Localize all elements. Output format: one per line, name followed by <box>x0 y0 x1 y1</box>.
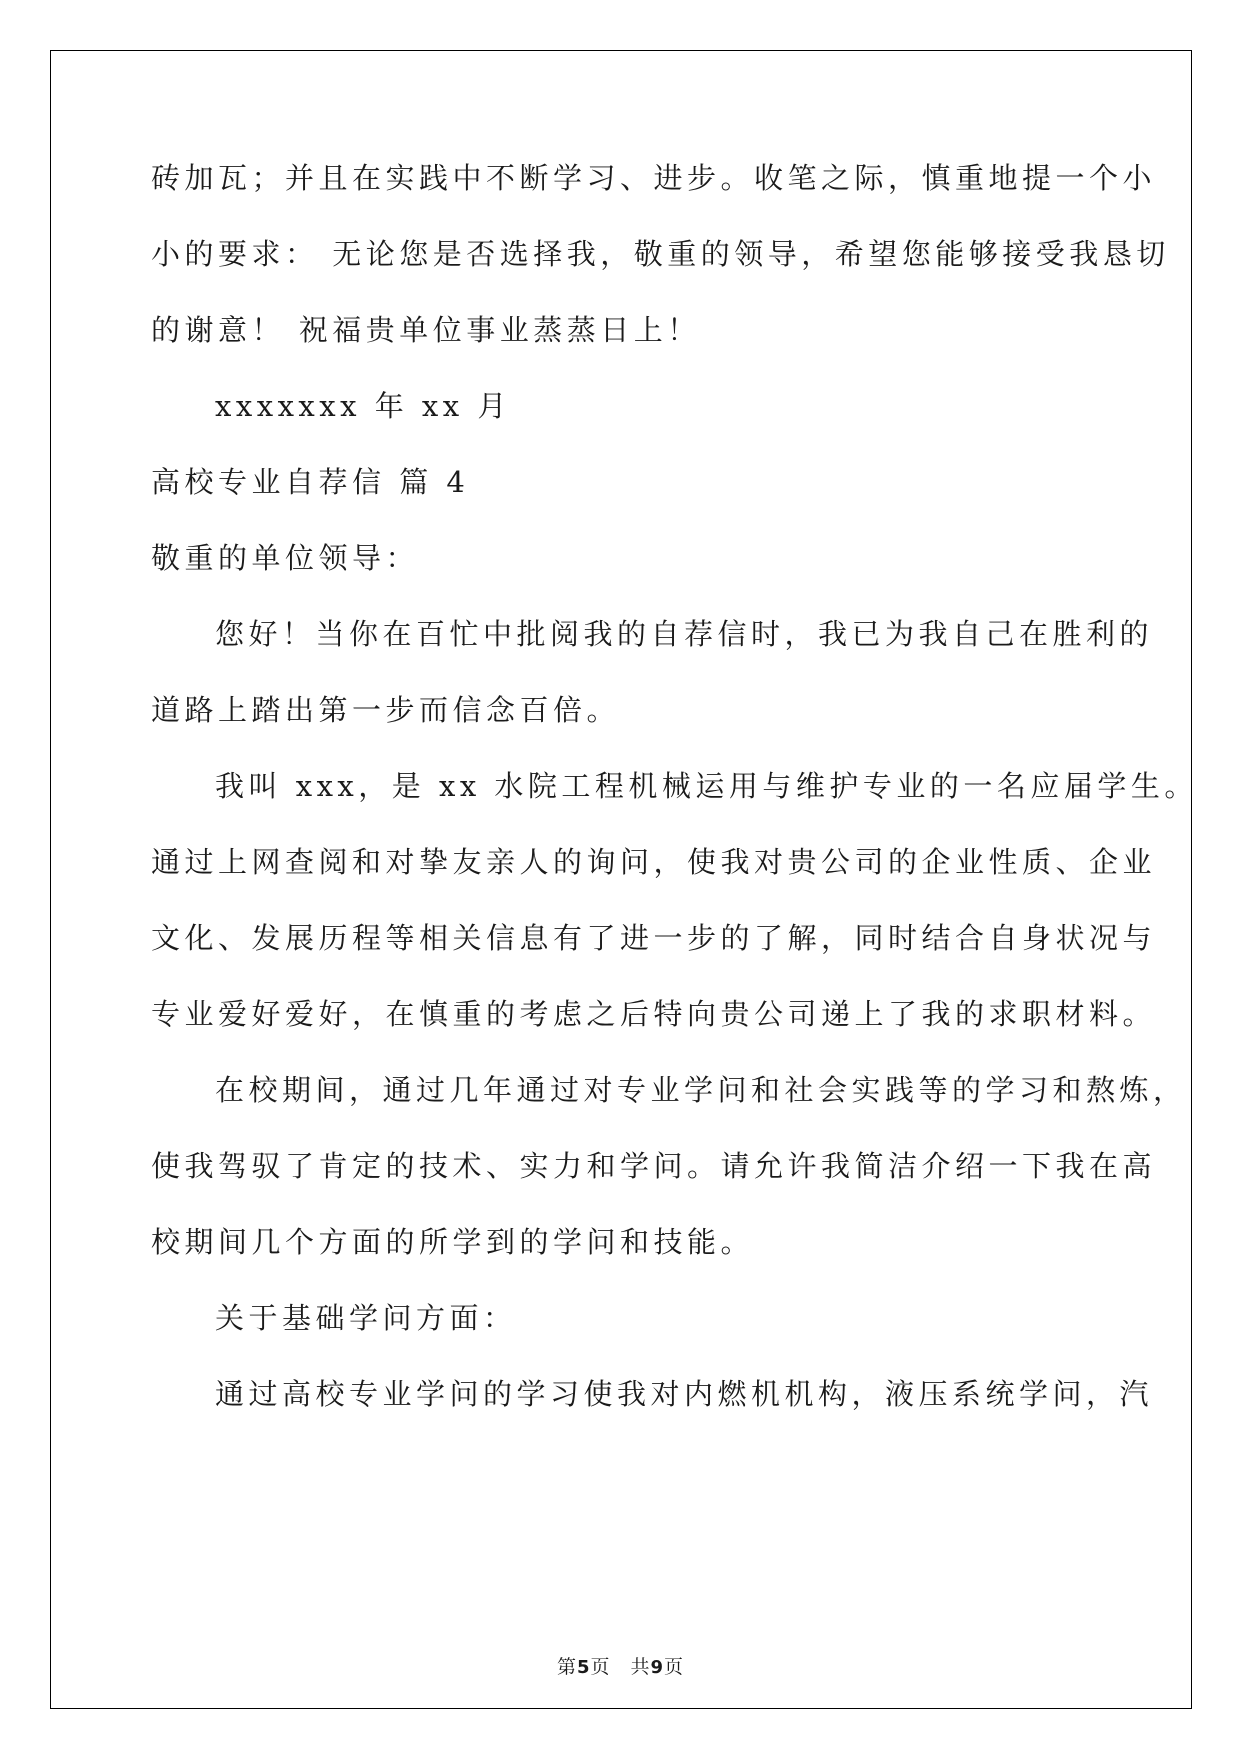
text-line: 使我驾驭了肯定的技术、实力和学问。请允许我简洁介绍一下我在高 <box>151 1149 1157 1183</box>
text-line: 道路上踏出第一步而信念百倍。 <box>151 693 621 727</box>
text-line: 的谢意！ 祝福贵单位事业蒸蒸日上！ <box>151 313 701 347</box>
section-heading: 高校专业自荐信 篇 4 <box>151 465 470 499</box>
text-line: 您好！当你在百忙中批阅我的自荐信时，我已为我自己在胜利的 <box>215 617 1154 651</box>
text-line: 砖加瓦；并且在实践中不断学习、进步。收笔之际，慎重地提一个小 <box>151 161 1157 195</box>
text-line: 小的要求： 无论您是否选择我，敬重的领导，希望您能够接受我恳切 <box>151 237 1170 271</box>
page-total: 9 <box>650 1657 665 1678</box>
text-line: 专业爱好爱好，在慎重的考虑之后特向贵公司递上了我的求职材料。 <box>151 997 1157 1031</box>
page-prefix: 第 <box>556 1656 577 1678</box>
total-suffix: 页 <box>664 1656 685 1678</box>
text-line: 通过上网查阅和对挚友亲人的询问，使我对贵公司的企业性质、企业 <box>151 845 1157 879</box>
subheading: 关于基础学问方面： <box>215 1301 517 1335</box>
text-line: 我叫 xxx，是 xx 水院工程机械运用与维护专业的一名应届学生。 <box>215 769 1198 803</box>
page-current: 5 <box>576 1657 591 1678</box>
page-suffix: 页 <box>590 1656 611 1678</box>
text-line: 文化、发展历程等相关信息有了进一步的了解，同时结合自身状况与 <box>151 921 1157 955</box>
text-line: 在校期间，通过几年通过对专业学问和社会实践等的学习和熬炼， <box>215 1073 1187 1107</box>
salutation: 敬重的单位领导： <box>151 541 420 575</box>
page-footer <box>0 1652 1241 1679</box>
date-line: xxxxxxx 年 xx 月 <box>215 389 511 423</box>
text-line: 校期间几个方面的所学到的学问和技能。 <box>151 1225 755 1259</box>
text-line: 通过高校专业学问的学习使我对内燃机机构，液压系统学问，汽 <box>215 1377 1154 1411</box>
total-prefix: 共 <box>630 1656 651 1678</box>
